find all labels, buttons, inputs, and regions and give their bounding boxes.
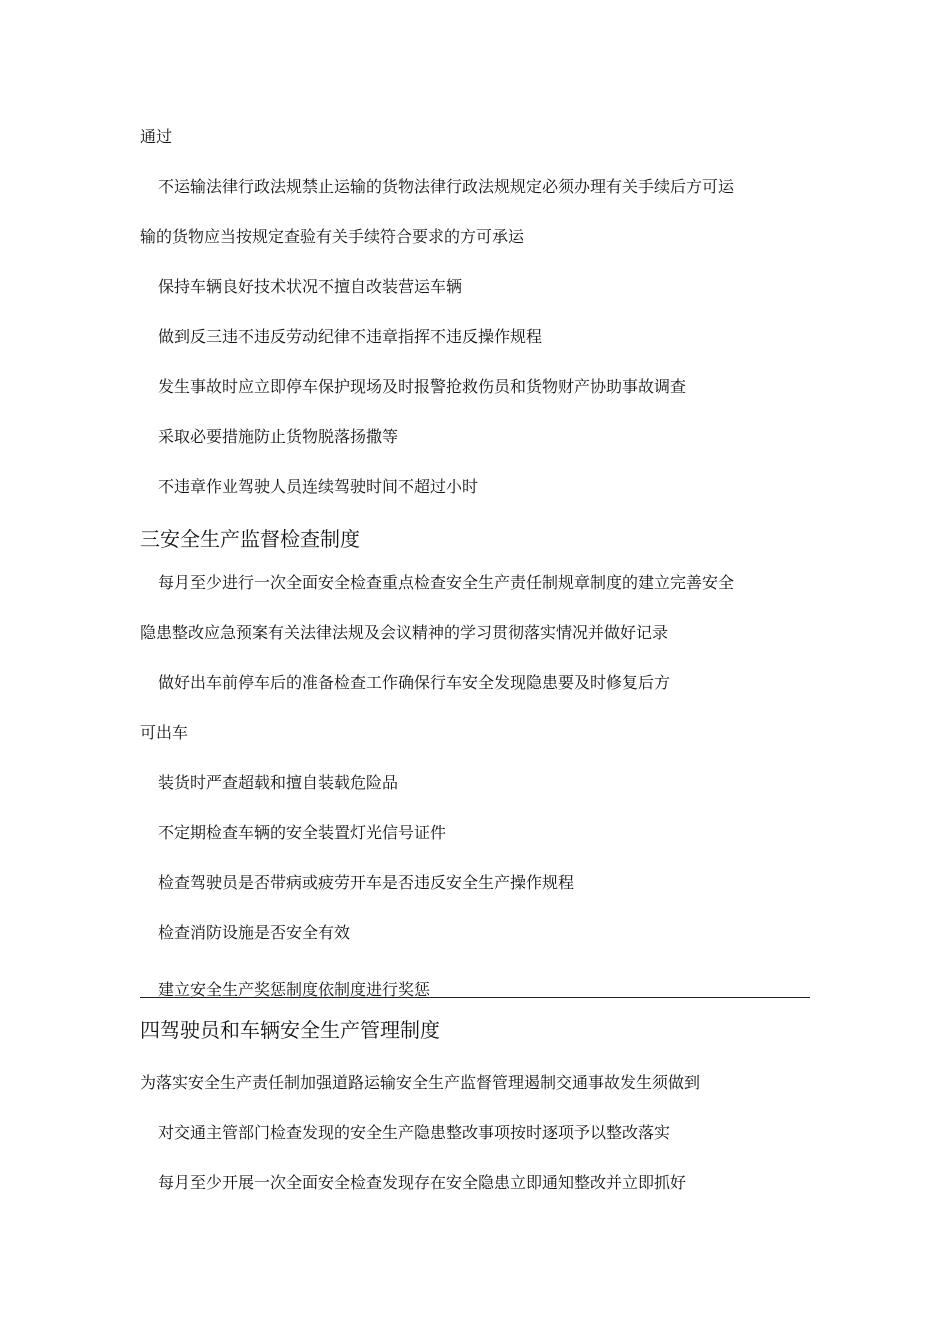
paragraph-line: 对交通主管部门检查发现的安全生产隐患整改事项按时逐项予以整改落实 [158,1123,671,1142]
paragraph-line: 建立安全生产奖惩制度依制度进行奖惩 [158,980,431,999]
section-heading-4: 四驾驶员和车辆安全生产管理制度 [140,1018,440,1042]
paragraph-line: 不运输法律行政法规禁止运输的货物法律行政法规规定必须办理有关手续后方可运 [158,177,735,196]
paragraph-line: 每月至少开展一次全面安全检查发现存在安全隐患立即通知整改并立即抓好 [158,1173,687,1192]
paragraph-line: 保持车辆良好技术状况不擅自改装营运车辆 [158,277,463,296]
paragraph-line: 不违章作业驾驶人员连续驾驶时间不超过小时 [158,477,479,496]
paragraph-line: 发生事故时应立即停车保护现场及时报警抢救伤员和货物财产协助事故调查 [158,377,687,396]
horizontal-divider [140,997,810,998]
paragraph-line: 每月至少进行一次全面安全检查重点检查安全生产责任制规章制度的建立完善安全 [158,573,735,592]
paragraph-line: 做到反三违不违反劳动纪律不违章指挥不违反操作规程 [158,327,543,346]
paragraph-line: 隐患整改应急预案有关法律法规及会议精神的学习贯彻落实情况并做好记录 [140,623,669,642]
paragraph-line: 可出车 [140,723,189,742]
paragraph-line: 为落实安全生产责任制加强道路运输安全生产监督管理遏制交通事故发生须做到 [140,1073,701,1092]
section-heading-3: 三安全生产监督检查制度 [140,527,360,551]
paragraph-line: 输的货物应当按规定查验有关手续符合要求的方可承运 [140,227,525,246]
paragraph-line: 装货时严查超载和擅自装载危险品 [158,773,399,792]
paragraph-line: 不定期检查车辆的安全装置灯光信号证件 [158,823,447,842]
paragraph-line: 通过 [140,127,173,146]
paragraph-line: 采取必要措施防止货物脱落扬撒等 [158,427,399,446]
paragraph-line: 检查消防设施是否安全有效 [158,923,351,942]
paragraph-line: 做好出车前停车后的准备检查工作确保行车安全发现隐患要及时修复后方 [158,673,671,692]
paragraph-line: 检查驾驶员是否带病或疲劳开车是否违反安全生产操作规程 [158,873,575,892]
